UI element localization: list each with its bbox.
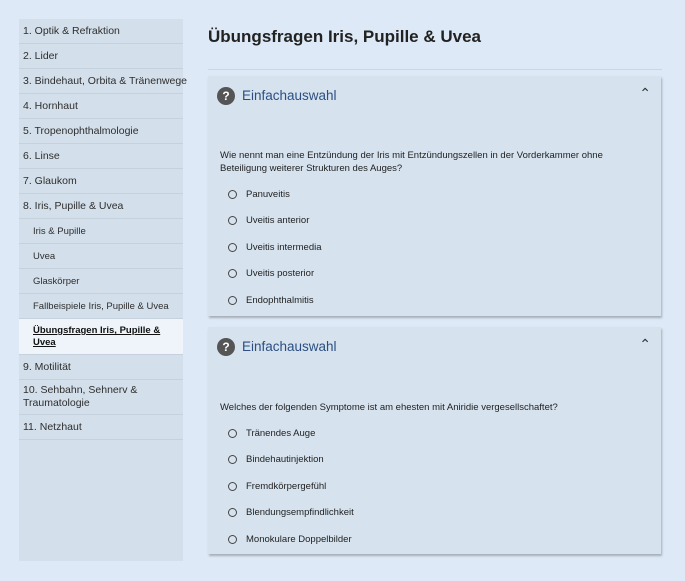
option-label: Monokulare Doppelbilder	[246, 533, 352, 545]
radio-button[interactable]	[228, 269, 237, 278]
sidebar-subitem-glaskoerper[interactable]: Glaskörper	[19, 269, 183, 294]
option-label: Bindehautinjektion	[246, 454, 324, 466]
chevron-up-icon[interactable]: ⌃	[639, 85, 651, 101]
answer-option[interactable]	[228, 287, 322, 314]
answer-option[interactable]	[228, 261, 322, 288]
option-label: Tränendes Auge	[246, 427, 316, 439]
answer-option[interactable]	[228, 181, 322, 208]
radio-button[interactable]	[228, 535, 237, 544]
option-label: Uveitis anterior	[246, 215, 310, 227]
answer-option[interactable]	[228, 473, 354, 500]
sidebar-subitem-uvea[interactable]: Uvea	[19, 244, 183, 269]
sidebar-item-iris[interactable]: 8. Iris, Pupille & Uvea	[19, 194, 183, 219]
option-label: Panuveitis	[246, 188, 290, 200]
sidebar-item-glaukom[interactable]: 7. Glaukom	[19, 169, 183, 194]
card-type-label: Einfachauswahl	[242, 339, 337, 354]
option-label: Blendungsempfindlichkeit	[246, 507, 354, 519]
radio-button[interactable]	[228, 243, 237, 252]
page-title: Übungsfragen Iris, Pupille & Uvea	[208, 27, 482, 46]
question-mark-icon: ?	[217, 338, 235, 356]
question-text: Welches der folgenden Symptome ist am ehesten mit Aniridie vergesellschaftet?	[220, 402, 558, 413]
option-label: Endophthalmitis	[246, 294, 314, 306]
question-card-2	[208, 327, 661, 554]
sidebar-item-lider[interactable]: 2. Lider	[19, 44, 183, 69]
question-mark-icon: ?	[217, 87, 235, 105]
sidebar-item-motilitaet[interactable]: 9. Motilität	[19, 355, 183, 380]
radio-button[interactable]	[228, 508, 237, 517]
main-content	[208, 19, 662, 545]
sidebar-item-bindehaut[interactable]: 3. Bindehaut, Orbita & Tränenwege	[19, 69, 183, 94]
sidebar-subitem-iris-pupille[interactable]: Iris & Pupille	[19, 219, 183, 244]
answer-option[interactable]	[228, 500, 354, 527]
radio-button[interactable]	[228, 216, 237, 225]
sidebar-subitem-fallbeispiele[interactable]: Fallbeispiele Iris, Pupille & Uvea	[19, 294, 183, 319]
radio-button[interactable]	[228, 429, 237, 438]
sidebar-item-netzhaut[interactable]: 11. Netzhaut	[19, 415, 183, 440]
answer-option[interactable]	[228, 526, 354, 553]
answer-option[interactable]	[228, 420, 354, 447]
sidebar-item-hornhaut[interactable]: 4. Hornhaut	[19, 94, 183, 119]
answer-options	[228, 420, 354, 553]
question-text: Wie nennt man eine Entzündung der Iris mit Entzündungszellen in der Vorderkammer ohne Beteiligung weiterer Strukturen des Auges?	[220, 150, 603, 174]
chevron-up-icon[interactable]: ⌃	[639, 336, 651, 352]
option-label: Uveitis intermedia	[246, 241, 322, 253]
title-divider	[208, 69, 662, 70]
card-type-label: Einfachauswahl	[242, 88, 337, 103]
sidebar-subitem-uebungsfragen[interactable]: Übungsfragen Iris, Pupille & Uvea	[19, 319, 183, 355]
answer-option[interactable]	[228, 208, 322, 235]
sidebar-item-optik[interactable]: 1. Optik & Refraktion	[19, 19, 183, 44]
question-card-1	[208, 76, 661, 316]
option-label: Uveitis posterior	[246, 268, 315, 280]
sidebar-item-sehbahn[interactable]: 10. Sehbahn, Sehnerv & Traumatologie	[19, 380, 183, 415]
radio-button[interactable]	[228, 482, 237, 491]
answer-option[interactable]	[228, 234, 322, 261]
radio-button[interactable]	[228, 190, 237, 199]
sidebar-item-tropen[interactable]: 5. Tropenophthalmologie	[19, 119, 183, 144]
answer-option[interactable]	[228, 447, 354, 474]
card-header[interactable]	[208, 76, 661, 116]
radio-button[interactable]	[228, 296, 237, 305]
sidebar-nav	[19, 19, 188, 561]
card-header[interactable]	[208, 327, 661, 367]
answer-options	[228, 181, 322, 314]
radio-button[interactable]	[228, 455, 237, 464]
option-label: Fremdkörpergefühl	[246, 480, 327, 492]
sidebar-item-linse[interactable]: 6. Linse	[19, 144, 183, 169]
